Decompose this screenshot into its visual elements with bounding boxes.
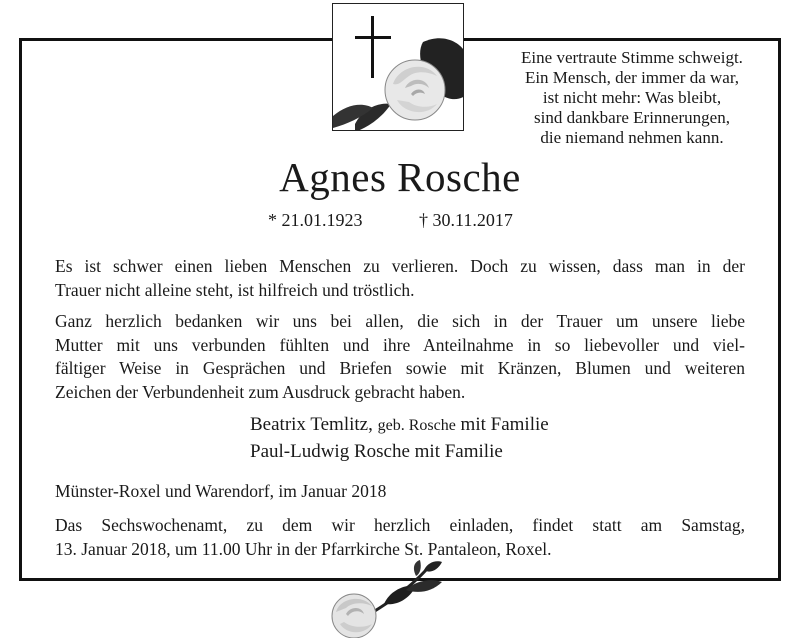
deceased-name: Agnes Rosche [279,154,521,200]
signers [250,412,549,465]
place-date: Münster-Roxel und Warendorf, im Januar 2018 [55,481,387,501]
life-dates [268,208,513,232]
memorial-verse [497,48,767,148]
signer-birth-name: geb. Rosche [377,417,456,434]
paragraph-line: Das Sechswochenamt, zu dem wir herzlich einladen, findet statt am Samstag, [55,515,745,535]
verse-line: Ein Mensch, der immer da war, [524,68,740,87]
paragraph-line: Zeichen der Verbundenheit zum Ausdruck gebracht haben. [55,381,466,402]
death-date: † 30.11.2017 [419,210,513,230]
paragraph-line: Trauer nicht alleine steht, ist hilfreich und tröstlich. [55,279,415,300]
signer-line [250,412,549,439]
paragraph-line: fältiger Weise in Gesprächen und Briefen sowie mit Kränzen, Blumen und weiteren [55,358,745,378]
paragraph-condolence [55,255,745,302]
paragraph-service [55,514,745,561]
signer-line: Paul-Ludwig Rosche mit Familie [250,441,503,462]
paragraph-line: Mutter mit uns verbunden fühlten und ihre Anteilnahme in so liebevoller und viel- [55,334,745,355]
rose-icon [320,560,460,638]
verse-line: ist nicht mehr: Was bleibt, [542,88,722,107]
verse-line: Eine vertraute Stimme schweigt. [521,48,743,67]
cross-and-rose-icon [332,3,464,131]
signer-suffix: mit Familie [460,414,549,435]
birth-date: * 21.01.1923 [268,210,363,230]
signer-name: Beatrix Temlitz, [250,414,373,435]
verse-line: sind dankbare Erinnerungen, [534,108,730,127]
paragraph-thanks [55,310,745,404]
verse-line: die niemand nehmen kann. [540,128,724,147]
paragraph-line: Es ist schwer einen lieben Menschen zu verlieren. Doch zu wissen, dass man in der [55,256,745,276]
paragraph-line: Ganz herzlich bedanken wir uns bei allen, die sich in der Trauer um unsere liebe [55,311,745,331]
paragraph-line: 13. Januar 2018, um 11.00 Uhr in der Pfarrkirche St. Pantaleon, Roxel. [55,538,552,559]
